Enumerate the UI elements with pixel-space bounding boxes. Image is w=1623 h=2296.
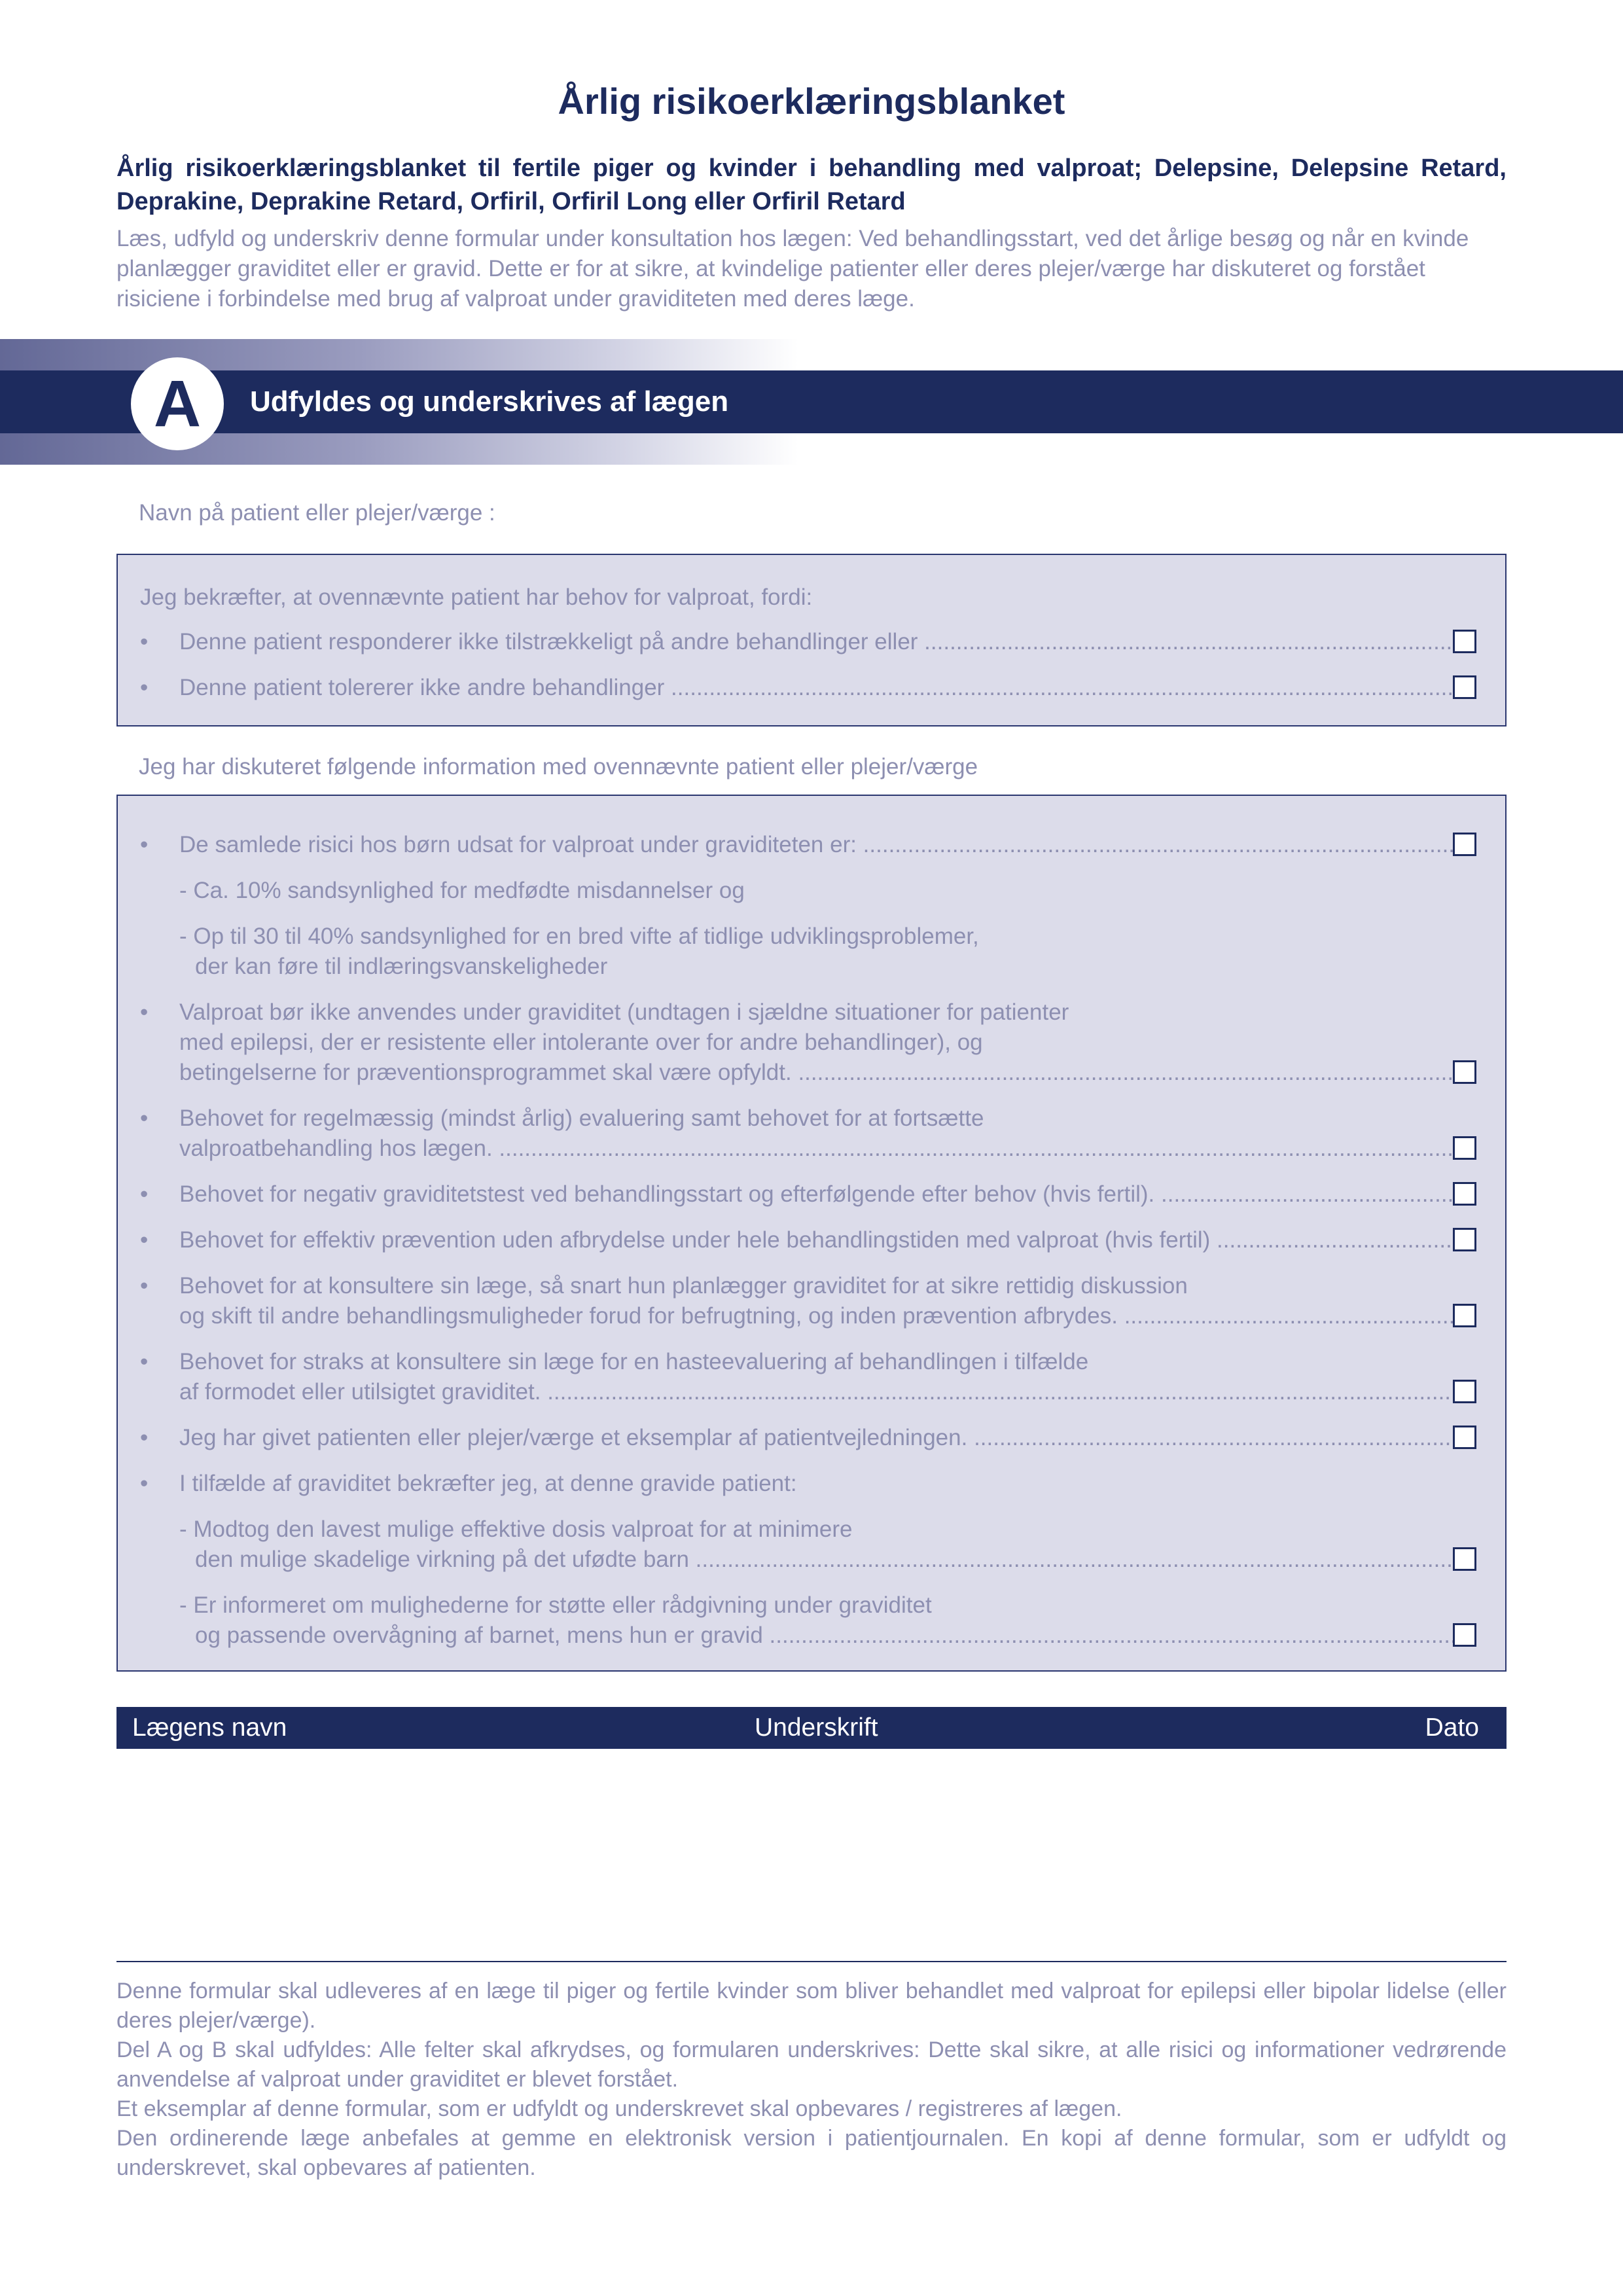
section-title: Udfyldes og underskrives af lægen	[250, 386, 729, 418]
footer-paragraph: Et eksemplar af denne formular, som er udfyldt og underskrevet skal opbevares / registreres af lægen.	[116, 2096, 1122, 2121]
info-item-text: Behovet for at konsultere sin læge, så snart hun planlægger graviditet for at sikre rettidig diskussion	[179, 1273, 1188, 1299]
info-subitem-text: - Modtog den lavest mulige effektive dosis valproat for at minimere	[179, 1516, 853, 1542]
footer-paragraph: Del A og B skal udfyldes: Alle felter skal afkrydses, og formularen underskrives: Dette skal sikre, at alle risici og informationer vedrørende anvendelse af valproat under graviditet er blevet forstået.	[116, 2037, 1507, 2092]
info-item-7-checkbox[interactable]	[1453, 1380, 1476, 1403]
bullet: •	[140, 999, 149, 1025]
doctor-name-header: Lægens navn	[132, 1713, 287, 1742]
info-item-text: Jeg har givet patienten eller plejer/værge et eksemplar af patientvejledningen. .....	[179, 1423, 1476, 1453]
info-item-text: Behovet for negativ graviditetstest ved behandlingsstart og efterfølgende efter behov (hvis fertil). .....	[179, 1179, 1476, 1210]
signature-bar	[116, 1707, 1507, 1749]
bullet: •	[140, 1105, 149, 1131]
info-item-1-checkbox[interactable]	[1453, 833, 1476, 856]
bullet: •	[140, 1425, 149, 1450]
footer-notes	[116, 1977, 1507, 2183]
info-item-text: Behovet for straks at konsultere sin læge for en hasteevaluering af behandlingen i tilfælde	[179, 1349, 1089, 1374]
bullet: •	[140, 1181, 149, 1207]
info-item-text: Behovet for regelmæssig (mindst årlig) evaluering samt behovet for at fortsætte	[179, 1105, 984, 1131]
section-banner	[0, 370, 1623, 433]
info-item-9a-checkbox[interactable]	[1453, 1547, 1476, 1571]
patient-name-label: Navn på patient eller plejer/værge :	[139, 500, 495, 526]
form-subtitle: Årlig risikoerklæringsblanket til fertile piger og kvinder i behandling med valproat; Delepsine, Delepsine Retard, Deprakine, Deprakine Retard, Orfiril, Orfiril Long eller Orfiril Retard	[116, 154, 1507, 215]
bullet: •	[140, 1273, 149, 1299]
date-header: Dato	[1425, 1713, 1479, 1742]
info-item-text: betingelserne for præventionsprogrammet skal være opfyldt. .....	[179, 1058, 1476, 1088]
page-title: Årlig risikoerklæringsblanket	[558, 81, 1065, 122]
info-item-2-checkbox[interactable]	[1453, 1060, 1476, 1084]
info-item-text: Behovet for effektiv prævention uden afbrydelse under hele behandlingstiden med valproat (hvis fertil) .....	[179, 1225, 1476, 1255]
info-item-text: I tilfælde af graviditet bekræfter jeg, at denne gravide patient:	[179, 1471, 797, 1496]
info-item-3-checkbox[interactable]	[1453, 1136, 1476, 1160]
info-subitem-text: - Ca. 10% sandsynlighed for medfødte misdannelser og	[179, 878, 745, 903]
info-subitem-text: der kan føre til indlæringsvanskeligheder	[195, 954, 608, 979]
info-item-9b-checkbox[interactable]	[1453, 1623, 1476, 1647]
info-box	[116, 795, 1507, 1672]
bullet: •	[140, 675, 149, 700]
info-subitem-text: - Op til 30 til 40% sandsynlighed for en bred vifte af tidlige udviklingsproblemer,	[179, 924, 979, 949]
bullet: •	[140, 1227, 149, 1253]
info-item-text: og skift til andre behandlingsmuligheder forud for befrugtning, og inden prævention afbrydes. .....	[179, 1301, 1476, 1331]
info-subitem-text: og passende overvågning af barnet, mens hun er gravid .....	[195, 1621, 1476, 1651]
bullet: •	[140, 1471, 149, 1496]
discussed-label: Jeg har diskuteret følgende information med ovennævnte patient eller plejer/værge	[139, 754, 978, 780]
need-item-2-checkbox[interactable]	[1453, 675, 1476, 699]
need-item-text: Denne patient tolererer ikke andre behandlinger .....	[179, 673, 1476, 703]
footer-paragraph: Den ordinerende læge anbefales at gemme en elektronisk version i patientjournalen. En kopi af denne formular, som er udfyldt og underskrevet, skal opbevares af patienten.	[116, 2126, 1507, 2180]
info-item-text: af formodet eller utilsigtet graviditet. .....	[179, 1377, 1476, 1407]
info-item-text: De samlede risici hos børn udsat for valproat under graviditeten er: .....	[179, 830, 1476, 860]
info-item-5-checkbox[interactable]	[1453, 1228, 1476, 1251]
info-subitem-text: - Er informeret om mulighederne for støtte eller rådgivning under graviditet	[179, 1592, 932, 1618]
info-item-text: med epilepsi, der er resistente eller intolerante over for andre behandlinger), og	[179, 1030, 983, 1055]
info-subitem-text: den mulige skadelige virkning på det ufødte barn .....	[195, 1545, 1476, 1575]
section-letter-badge: A	[131, 357, 224, 450]
info-item-text: Valproat bør ikke anvendes under graviditet (undtagen i sjældne situationer for patienter	[179, 999, 1069, 1025]
footer-paragraph: Denne formular skal udleveres af en læge til piger og fertile kvinder som bliver behandlet med valproat for epilepsi eller bipolar lidelse (eller deres plejer/værge).	[116, 1979, 1507, 2033]
info-item-8-checkbox[interactable]	[1453, 1426, 1476, 1449]
need-item-text: Denne patient responderer ikke tilstrækkeligt på andre behandlinger eller .....	[179, 627, 1476, 657]
need-box	[116, 554, 1507, 726]
info-item-6-checkbox[interactable]	[1453, 1304, 1476, 1327]
signature-header: Underskrift	[755, 1713, 878, 1742]
info-item-4-checkbox[interactable]	[1453, 1182, 1476, 1206]
bullet: •	[140, 629, 149, 655]
info-item-text: valproatbehandling hos lægen. .....	[179, 1134, 1476, 1164]
bullet: •	[140, 1349, 149, 1374]
footer-divider	[116, 1961, 1507, 1962]
bullet: •	[140, 832, 149, 857]
need-intro-text: Jeg bekræfter, at ovennævnte patient har behov for valproat, fordi:	[140, 584, 813, 610]
need-item-1-checkbox[interactable]	[1453, 630, 1476, 653]
intro-text: Læs, udfyld og underskriv denne formular under konsultation hos lægen: Ved behandlingsstart, ved det årlige besøg og når en kvinde planlægger graviditet eller er gravid. Dette er for at sikre, at kvindelige patienter eller deres plejer/værge har diskuteret og forstået risiciene i forbindelse med brug af valproat under graviditeten med deres læge.	[116, 226, 1469, 312]
